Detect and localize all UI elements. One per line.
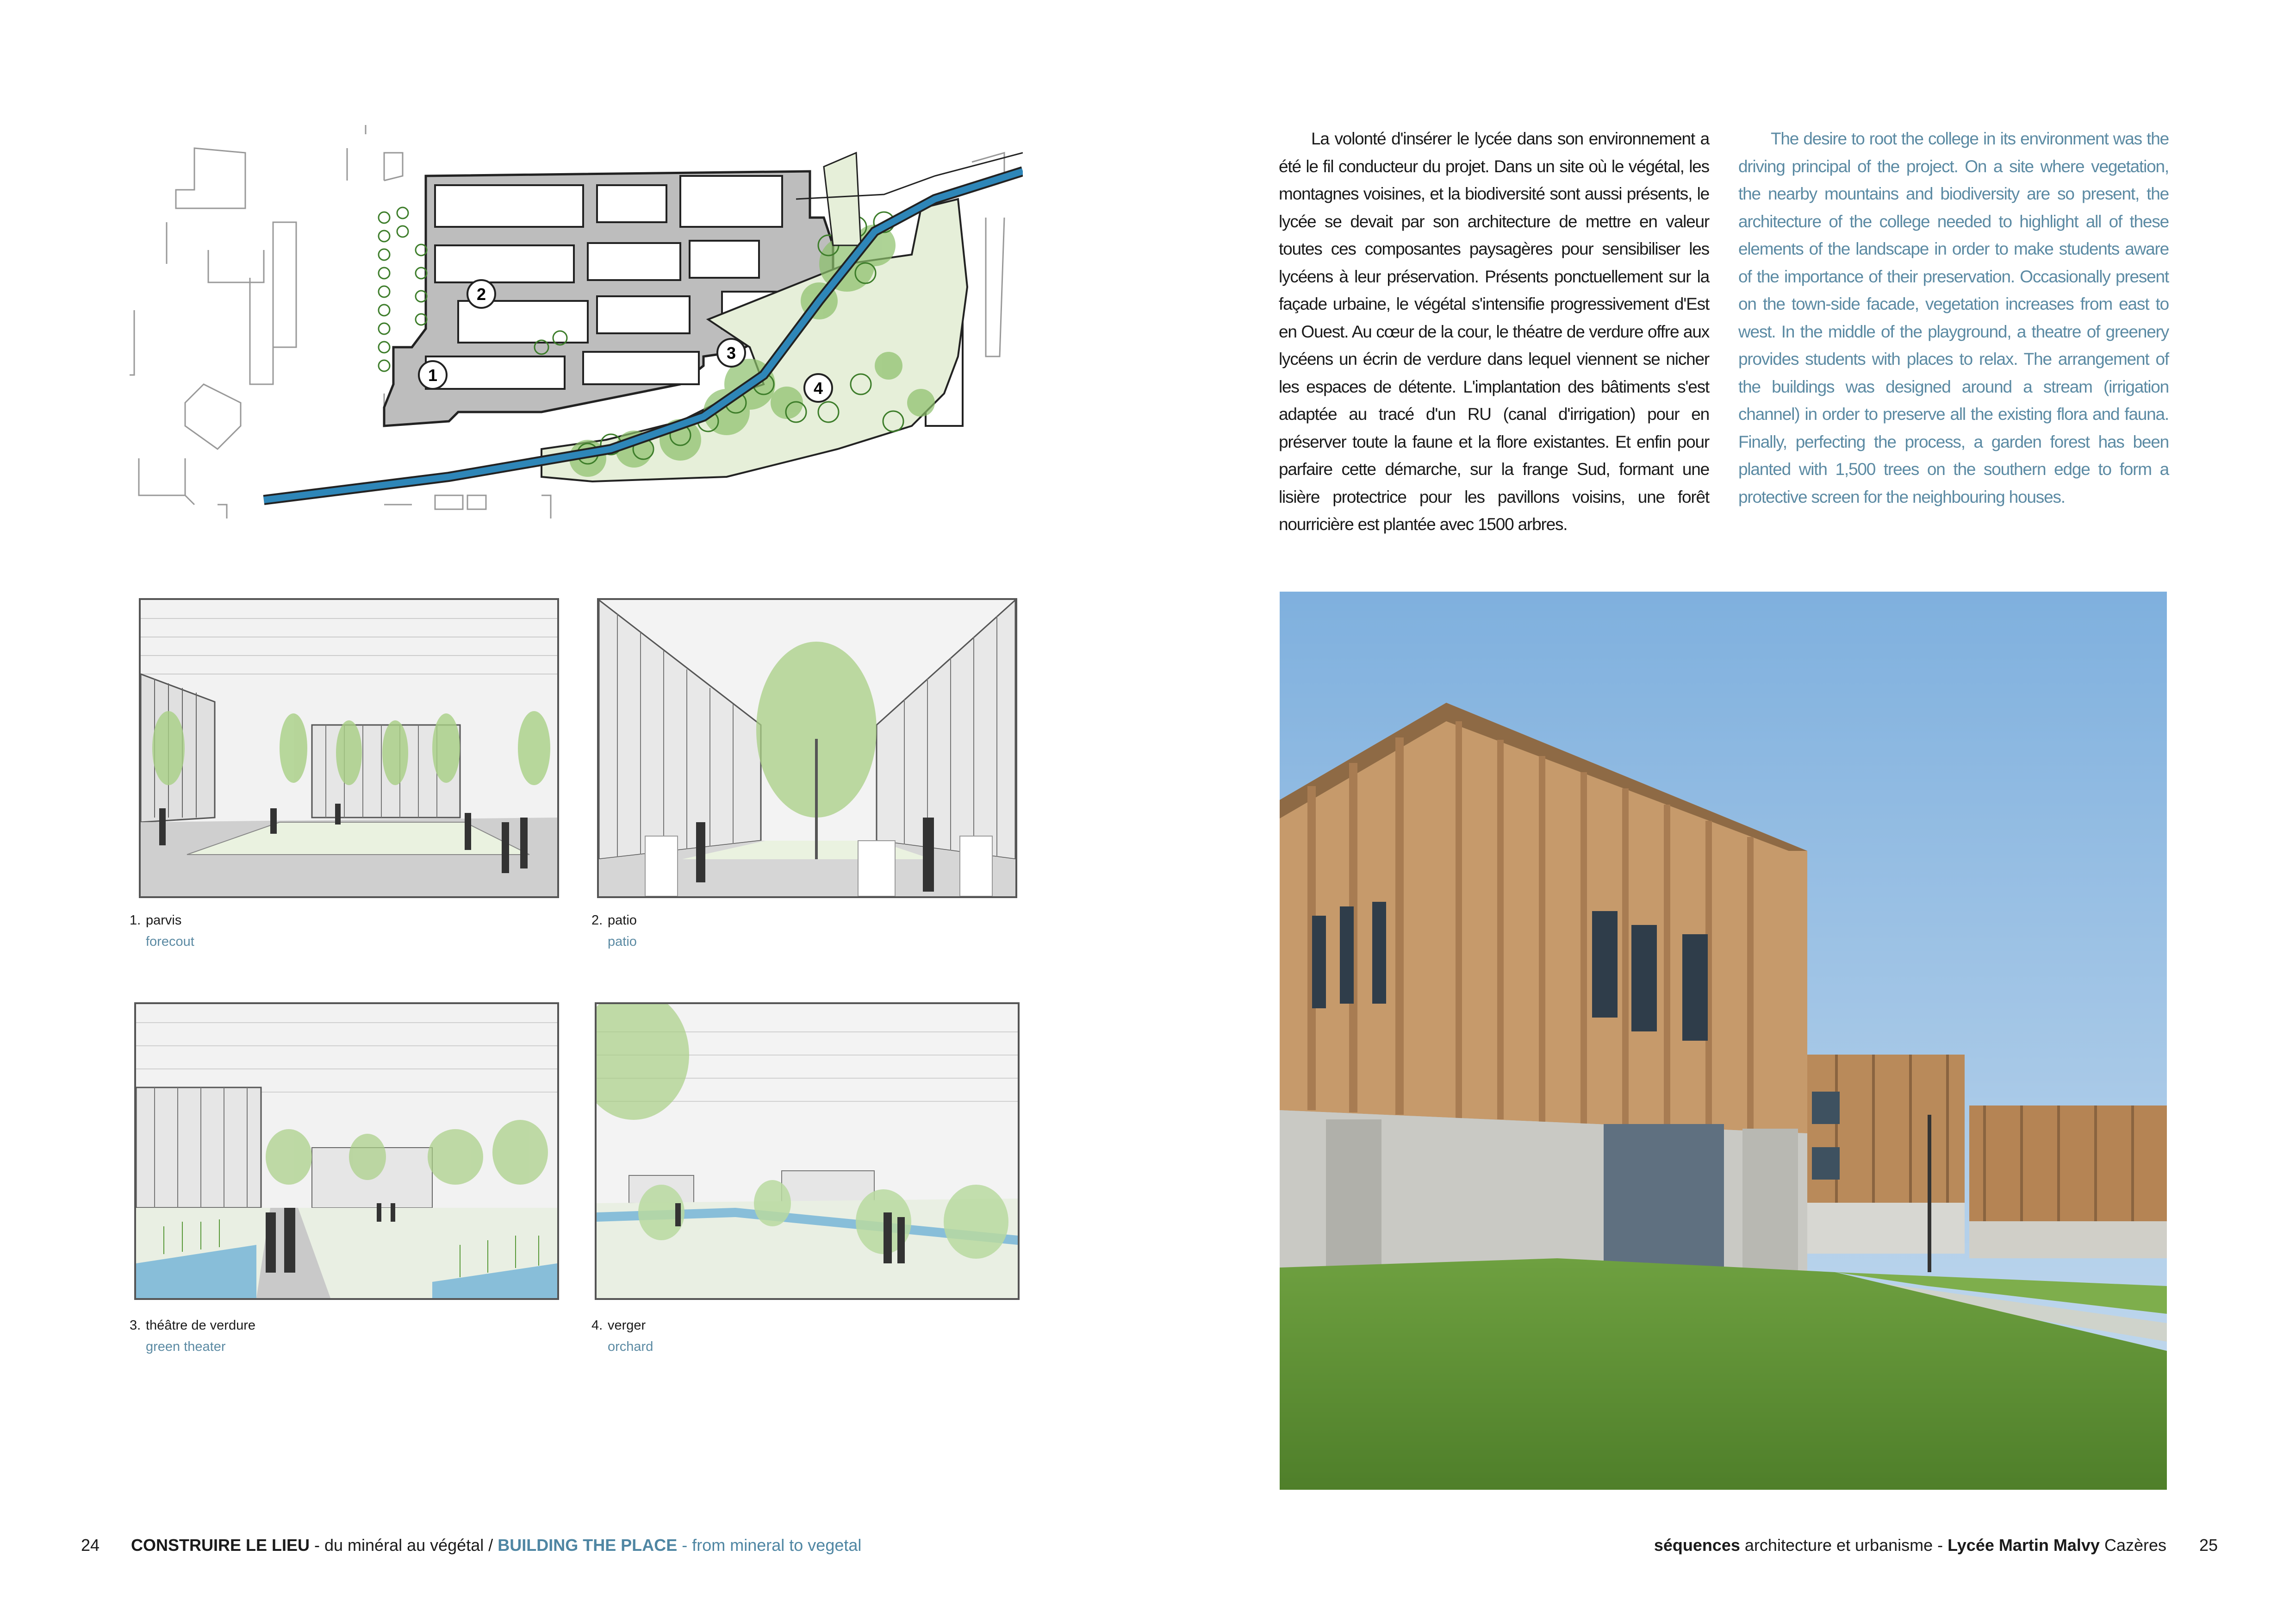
caption-1-en: forecout <box>146 934 194 949</box>
caption-2-en: patio <box>608 934 637 949</box>
svg-text:2: 2 <box>476 285 486 304</box>
footer-right-page-number: 25 <box>2199 1536 2218 1555</box>
body-text-english: The desire to root the college in its environment was the driving principal of the project. On a site where vegetation, the nearby mountains and biodiversity are so present, the architecture of the college needed to highlight all of these elements of the landscape in order to make students aware of the importance of their preservation. Occasionally present on the town-side facade, vegetation increases from east to west. In the middle of the playground, a theatre of greenery provides students with places to relax. The arrangement of the buildings was designed around a stream (irrigation channel) in order to preserve all the existing flora and fauna. Finally, perfecting the process, a garden forest has been planted with 1,500 trees on the southern edge to form a protective screen for the neighbouring houses. <box>1738 129 2169 506</box>
caption-3-fr: théâtre de verdure <box>146 1318 255 1333</box>
caption-1-fr: parvis <box>146 913 182 928</box>
sketch-orchard <box>595 1002 1020 1300</box>
footer-left-title: CONSTRUIRE LE LIEU - du minéral au végétal / BUILDING THE PLACE - from mineral to vegetal <box>131 1536 862 1555</box>
caption-4-en: orchard <box>608 1339 653 1354</box>
caption-2-fr: patio <box>608 913 637 928</box>
svg-text:3: 3 <box>726 344 736 362</box>
plan-marker-3 <box>717 339 745 367</box>
sketch-patio <box>597 598 1017 898</box>
footer-right-title: séquences architecture et urbanisme - Lycée Martin Malvy Cazères <box>1654 1536 2166 1555</box>
caption-3: 3. théâtre de verdure green theater <box>130 1315 255 1357</box>
sketch-green-theater <box>134 1002 559 1300</box>
plan-marker-1 <box>419 361 447 389</box>
plan-marker-2 <box>467 280 495 308</box>
body-text-french: La volonté d'insérer le lycée dans son environnement a été le fil conducteur du projet. Dans un site où le végétal, les montagnes voisines, et la biodiversité sont aussi présents, le lycée se devait par son architecture de mettre en valeur toutes ces composantes paysagères pour sensibiliser les lycéens à leur préservation. Présents ponctuellement sur la façade urbaine, le végétal s'intensifie progressivement d'Est en Ouest. Au cœur de la cour, le théatre de verdure offre aux lycéens un écrin de verdure dans lequel viennent se nicher les espaces de détente. L'implantation des bâtiments s'est adaptée au tracé d'un RU (canal d'irrigation) pour en préserver toute la faune et la flore existantes. Et enfin pour parfaire cette démarche, sur la frange Sud, formant une lisière protectrice pour les pavillons voisins, une forêt nourricière est plantée avec 1500 arbres. <box>1279 129 1709 534</box>
building-photo <box>1280 592 2167 1490</box>
svg-text:4: 4 <box>813 379 823 398</box>
caption-4-fr: verger <box>608 1318 646 1333</box>
caption-4: 4. verger orchard <box>591 1315 653 1357</box>
site-plan <box>125 125 1023 518</box>
plan-marker-4 <box>804 374 832 402</box>
caption-2: 2. patio patio <box>591 910 637 952</box>
footer-left-page-number: 24 <box>81 1536 100 1555</box>
caption-1: 1. parvis forecout <box>130 910 194 952</box>
caption-3-en: green theater <box>146 1339 226 1354</box>
svg-text:1: 1 <box>428 366 438 385</box>
sketch-parvis <box>139 598 559 898</box>
